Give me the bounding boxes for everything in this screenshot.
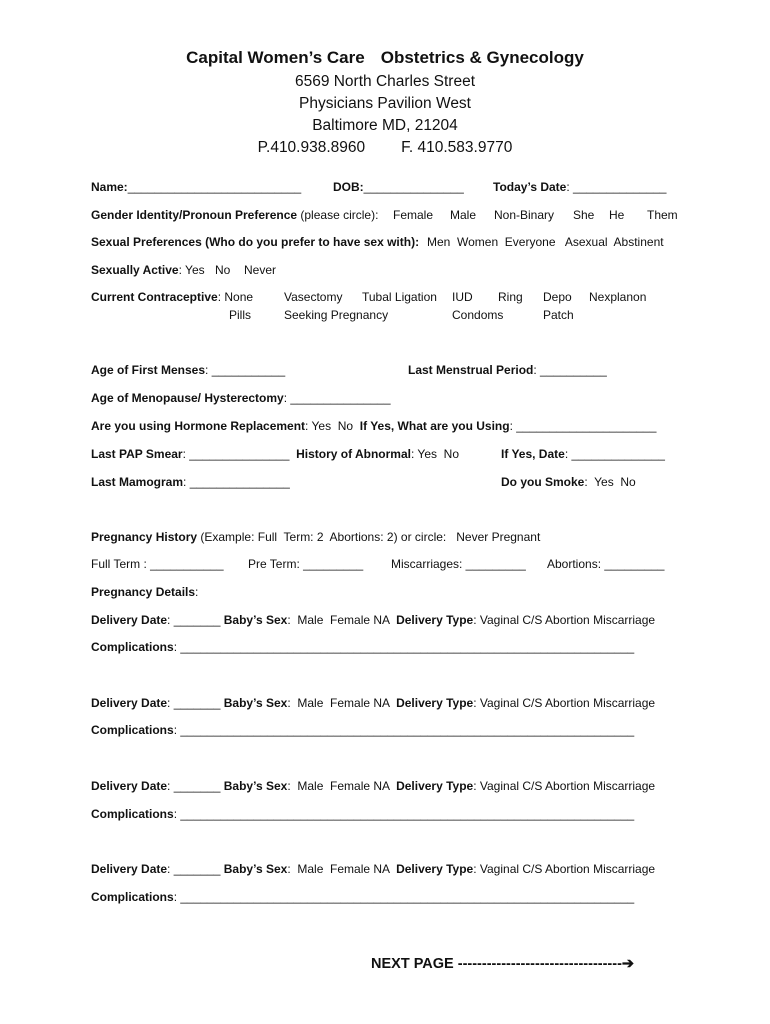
complications-blank[interactable]: : ____________________________________________________________________ [173, 890, 635, 904]
pap-smear-blank[interactable]: : _______________ [182, 447, 297, 461]
complications-row[interactable] [91, 639, 634, 655]
pap-smear-label: Last PAP Smear [91, 447, 183, 461]
contact-numbers [0, 139, 770, 157]
next-page-label: NEXT PAGE ---------------------------------- [371, 956, 622, 972]
abortions-field[interactable]: Abortions: _________ [547, 557, 665, 571]
abnormal-date-field[interactable] [501, 446, 665, 462]
contraceptive-nexplanon[interactable]: Nexplanon [589, 290, 647, 304]
address-building: Physicians Pavilion West [298, 95, 471, 112]
address-street: 6569 North Charles Street [294, 73, 476, 90]
pregnancy-history-question [91, 529, 540, 545]
delivery-type-options[interactable]: : Vaginal C/S Abortion Miscarriage [473, 613, 656, 627]
delivery-type-options[interactable]: : Vaginal C/S Abortion Miscarriage [473, 696, 656, 710]
hormone-ifyes-label: If Yes, What are you Using [359, 419, 510, 433]
baby-sex-options[interactable]: : Male Female NA [287, 613, 397, 627]
delivery-date-label: Delivery Date [91, 696, 168, 710]
delivery-type-label: Delivery Type [396, 613, 474, 627]
hormone-ifyes-blank[interactable]: : _____________________ [509, 419, 657, 433]
delivery-type-label: Delivery Type [396, 779, 474, 793]
hormone-replacement-field[interactable] [91, 418, 656, 434]
delivery-date-label: Delivery Date [91, 862, 168, 876]
gender-label: Gender Identity/Pronoun Preference [91, 208, 298, 222]
last-menstrual-period-field[interactable] [408, 362, 607, 378]
baby-sex-label: Baby’s Sex [223, 696, 288, 710]
sexually-active-label: Sexually Active [91, 263, 179, 277]
baby-sex-options[interactable]: : Male Female NA [287, 779, 397, 793]
todays-date-label: Today’s Date [493, 180, 567, 194]
contraceptive-patch[interactable]: Patch [543, 308, 574, 322]
pregnancy-history-label: Pregnancy History [91, 530, 198, 544]
miscarriages-field[interactable]: Miscarriages: _________ [391, 557, 526, 571]
delivery-type-label: Delivery Type [396, 862, 474, 876]
delivery-date-label: Delivery Date [91, 613, 168, 627]
full-term-field[interactable]: Full Term : ___________ [91, 557, 224, 571]
abnormal-date-label: If Yes, Date [501, 447, 565, 461]
baby-sex-label: Baby’s Sex [223, 779, 288, 793]
menopause-blank[interactable]: : _______________ [283, 391, 391, 405]
todays-date-field[interactable] [493, 179, 666, 195]
contraceptive-vasectomy[interactable]: Vasectomy [284, 290, 343, 304]
smoke-label: Do you Smoke [501, 475, 585, 489]
contraceptive-iud[interactable]: IUD [452, 290, 473, 304]
contraceptive-question [91, 289, 253, 305]
baby-sex-label: Baby’s Sex [223, 613, 288, 627]
contraceptive-none[interactable]: : None [217, 290, 254, 304]
first-menses-label: Age of First Menses [91, 363, 206, 377]
last-menstrual-period-label: Last Menstrual Period [408, 363, 534, 377]
pregnancy-details-heading: Pregnancy Details: [91, 585, 199, 599]
sexually-active-yes[interactable]: : Yes [178, 263, 205, 277]
abnormal-history-label: History of Abnormal [296, 447, 411, 461]
menopause-field[interactable] [91, 390, 391, 406]
complications-label: Complications [91, 723, 174, 737]
gender-hint: (please circle): [297, 208, 379, 222]
menopause-label: Age of Menopause/ Hysterectomy [91, 391, 284, 405]
complications-blank[interactable]: : ____________________________________________________________________ [173, 807, 635, 821]
abnormal-date-blank[interactable]: : ______________ [564, 447, 665, 461]
contraceptive-condoms[interactable]: Condoms [452, 308, 504, 322]
complications-label: Complications [91, 640, 174, 654]
practice-specialty: Obstetrics & Gynecology [380, 48, 584, 67]
gender-option-he[interactable]: He [609, 208, 625, 222]
gender-option-non-binary[interactable]: Non-Binary [494, 208, 555, 222]
todays-date-blank[interactable]: : ______________ [566, 180, 667, 194]
complications-label: Complications [91, 807, 174, 821]
contraceptive-ring[interactable]: Ring [498, 290, 523, 304]
sexual-preference-options[interactable]: Men Women Everyone Asexual Abstinent [427, 235, 664, 249]
dob-blank[interactable]: _______________ [363, 180, 464, 194]
pap-smear-field[interactable] [91, 446, 459, 462]
last-menstrual-period-blank[interactable]: : __________ [533, 363, 607, 377]
mammogram-field[interactable] [91, 474, 290, 490]
delivery-row[interactable] [91, 695, 655, 711]
mammogram-label: Last Mamogram [91, 475, 184, 489]
delivery-row[interactable] [91, 778, 655, 794]
name-label: Name: [91, 180, 128, 194]
delivery-date-label: Delivery Date [91, 779, 168, 793]
arrow-right-icon: ➔ [621, 956, 635, 972]
sexually-active-no[interactable]: No [215, 263, 231, 277]
gender-option-female[interactable]: Female [393, 208, 434, 222]
gender-option-them[interactable]: Them [647, 208, 678, 222]
fax-number: F. 410.583.9770 [401, 139, 513, 156]
pre-term-field[interactable]: Pre Term: _________ [248, 557, 364, 571]
delivery-date-blank[interactable]: : _______ [167, 696, 224, 710]
delivery-type-options[interactable]: : Vaginal C/S Abortion Miscarriage [473, 862, 656, 876]
complications-row[interactable] [91, 806, 634, 822]
baby-sex-options[interactable]: : Male Female NA [287, 862, 397, 876]
mammogram-blank[interactable]: : _______________ [183, 475, 290, 489]
next-page-link[interactable] [371, 956, 634, 972]
smoke-options[interactable]: : Yes No [584, 475, 636, 489]
delivery-date-blank[interactable]: : _______ [167, 779, 224, 793]
delivery-type-label: Delivery Type [396, 696, 474, 710]
hormone-replacement-label: Are you using Hormone Replacement [91, 419, 306, 433]
smoke-field[interactable] [501, 474, 636, 490]
sexual-preference-label: Sexual Preferences (Who do you prefer to have sex with): [91, 235, 420, 249]
baby-sex-options[interactable]: : Male Female NA [287, 696, 397, 710]
contraceptive-pills[interactable]: Pills [229, 308, 252, 322]
delivery-date-blank[interactable]: : _______ [167, 613, 224, 627]
practice-name: Capital Women’s Care [186, 48, 365, 67]
contraceptive-depo[interactable]: Depo [543, 290, 572, 304]
gender-option-she[interactable]: She [573, 208, 595, 222]
contraceptive-tubal-ligation[interactable]: Tubal Ligation [362, 290, 437, 304]
gender-question [91, 207, 378, 223]
delivery-type-options[interactable]: : Vaginal C/S Abortion Miscarriage [473, 779, 656, 793]
dob-label: DOB: [333, 180, 364, 194]
practice-title [0, 48, 770, 68]
complications-row[interactable] [91, 889, 634, 905]
first-menses-field[interactable] [91, 362, 285, 378]
sexually-active-question [91, 262, 205, 278]
first-menses-blank[interactable]: : ___________ [205, 363, 286, 377]
delivery-date-blank[interactable]: : _______ [167, 862, 224, 876]
complications-blank[interactable]: : ____________________________________________________________________ [173, 640, 635, 654]
sexual-preference-question [91, 234, 419, 250]
complications-row[interactable] [91, 722, 634, 738]
contraceptive-seeking-pregnancy[interactable]: Seeking Pregnancy [284, 308, 389, 322]
name-field[interactable] [91, 179, 301, 195]
baby-sex-label: Baby’s Sex [223, 862, 288, 876]
name-blank[interactable]: __________________________ [127, 180, 302, 194]
contraceptive-label: Current Contraceptive [91, 290, 218, 304]
complications-label: Complications [91, 890, 174, 904]
pregnancy-details-label: Pregnancy Details [91, 585, 196, 599]
abnormal-history-options[interactable]: : Yes No [410, 447, 460, 461]
pregnancy-history-example[interactable]: (Example: Full Term: 2 Abortions: 2) or circle: Never Pregnant [197, 530, 541, 544]
delivery-row[interactable] [91, 612, 655, 628]
hormone-replacement-options[interactable]: : Yes No [305, 419, 360, 433]
phone-number: P.410.938.8960 [257, 139, 366, 156]
sexually-active-never[interactable]: Never [244, 263, 277, 277]
complications-blank[interactable]: : ____________________________________________________________________ [173, 723, 635, 737]
gender-option-male[interactable]: Male [450, 208, 477, 222]
delivery-row[interactable] [91, 861, 655, 877]
address-city: Baltimore MD, 21204 [312, 117, 458, 134]
dob-field[interactable] [333, 179, 464, 195]
